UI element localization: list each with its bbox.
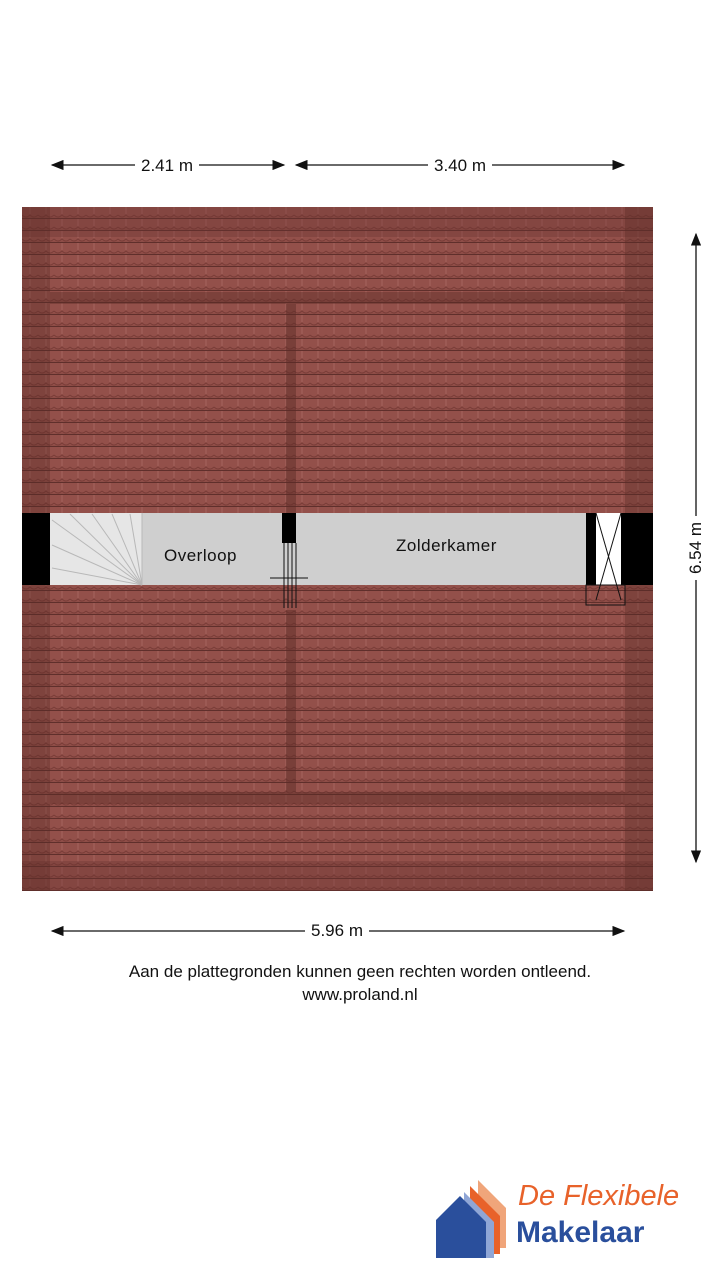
company-logo [434,1178,694,1262]
room-label-overloop: Overloop [164,546,237,565]
dim-bottom-label: 5.96 m [305,921,369,941]
wall-right [625,513,653,585]
room-label-zolderkamer: Zolderkamer [396,536,497,555]
disclaimer-text: Aan de plattegronden kunnen geen rechten worden ontleend. [128,962,592,981]
roof-bottom [22,585,653,891]
roof-top [22,207,653,513]
wall-left [22,513,50,585]
wall-partition [282,513,296,543]
logo-text-line2: Makelaar [516,1216,645,1249]
stairs [50,513,142,585]
house-logo-icon [434,1178,514,1262]
logo-text-line1: De Flexibele [518,1180,680,1212]
website-link[interactable]: www.proland.nl [302,985,418,1004]
dim-top-left-label: 2.41 m [135,156,199,176]
dim-right-label: 6.54 m [686,516,706,580]
dim-top-right-label: 3.40 m [428,156,492,176]
